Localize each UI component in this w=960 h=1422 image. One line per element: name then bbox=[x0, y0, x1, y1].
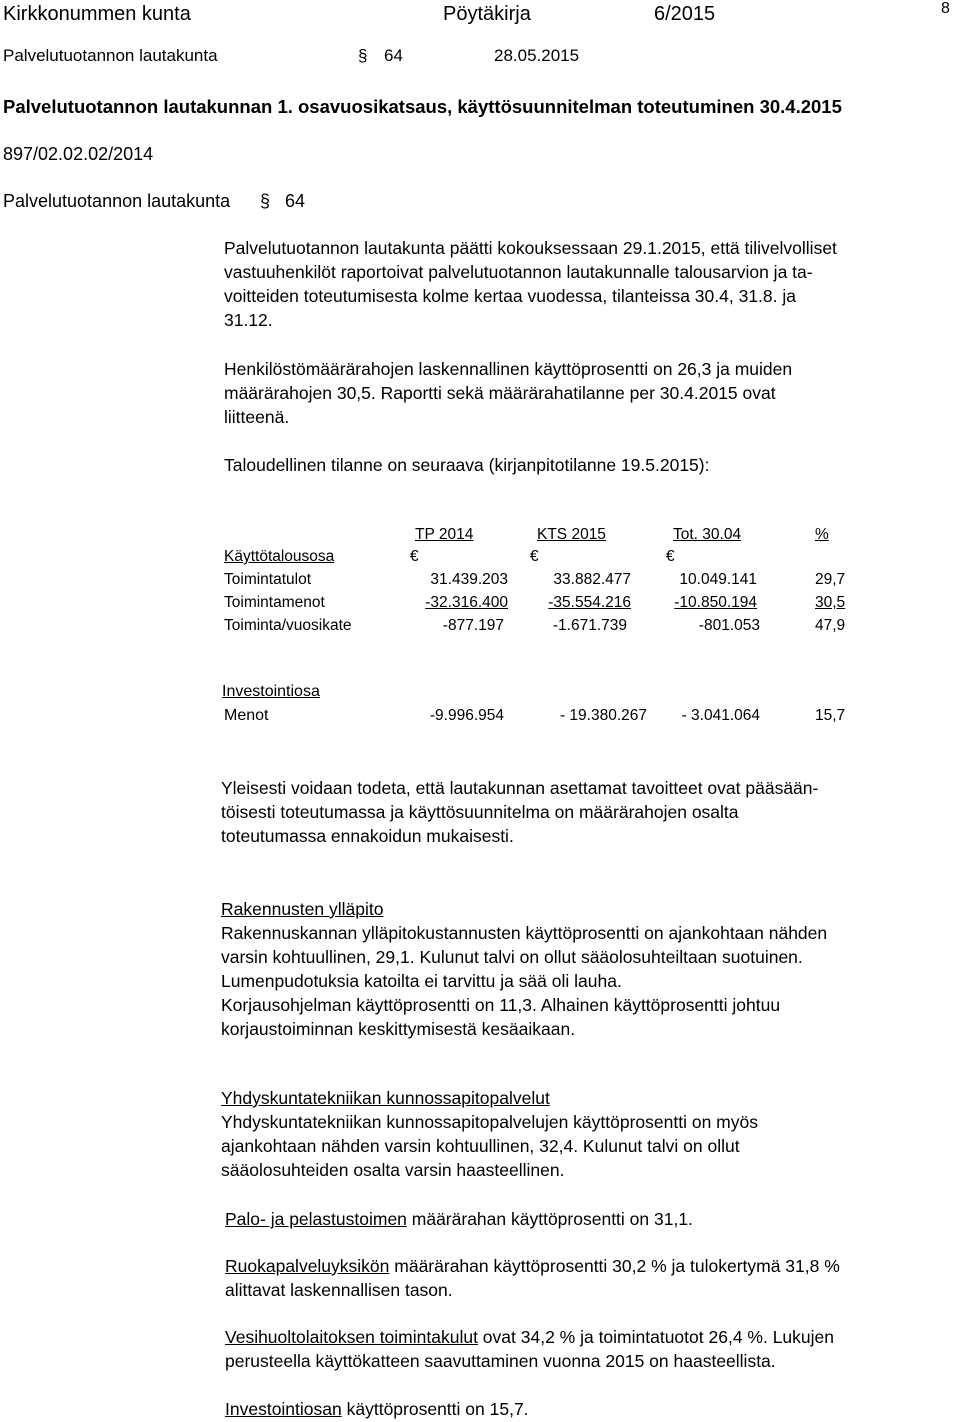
paragraph-summary bbox=[221, 776, 818, 848]
intro-line-4: 31.12. bbox=[224, 310, 273, 330]
header-date: 28.05.2015 bbox=[494, 46, 580, 65]
currency-tot: € bbox=[666, 548, 675, 565]
invest-pct-text: käyttöprosentti on 15,7. bbox=[341, 1399, 529, 1419]
building-heading: Rakennusten ylläpito bbox=[221, 899, 384, 919]
page-title: Palvelutuotannon lautakunnan 1. osavuosikatsaus, käyttösuunnitelman toteutuminen 30.4.2015 bbox=[3, 96, 842, 117]
header-committee: Palvelutuotannon lautakunta bbox=[3, 46, 218, 65]
margin-tp: -877.197 bbox=[442, 617, 504, 634]
food-text: määrärahan käyttöprosentti 30,2 % ja tulokertymä 31,8 % bbox=[389, 1256, 840, 1276]
income-pct: 29,7 bbox=[815, 571, 846, 588]
building-line-2: varsin kohtuullinen, 29,1. Kulunut talvi on ollut sääolosuhteiltaan suotuinen. bbox=[221, 947, 803, 967]
infra-line-3: sääolosuhteiden osalta varsin haasteellinen. bbox=[221, 1160, 565, 1180]
rescue-text: määrärahan käyttöprosentti on 31,1. bbox=[406, 1209, 693, 1229]
municipality-name: Kirkkonummen kunta bbox=[3, 3, 191, 25]
invest-pct-heading: Investointiosan bbox=[225, 1399, 342, 1419]
water-heading: Vesihuoltolaitoksen toimintakulut bbox=[225, 1327, 478, 1347]
rescue-heading: Palo- ja pelastustoimen bbox=[225, 1209, 407, 1229]
section-infrastructure bbox=[221, 1086, 758, 1182]
investment-pct: 15,7 bbox=[815, 707, 846, 724]
margin-pct: 47,9 bbox=[815, 617, 846, 634]
food-heading: Ruokapalveluyksikön bbox=[225, 1256, 390, 1276]
section-symbol: § bbox=[358, 46, 368, 65]
water-line-2: perusteella käyttökatteen saavuttaminen vuonna 2015 on haasteellista. bbox=[225, 1351, 776, 1371]
investment-tp: -9.996.954 bbox=[429, 707, 504, 724]
infra-line-2: ajankohtaan nähden varsin kohtuullinen, 32,4. Kulunut talvi on ollut bbox=[221, 1136, 740, 1156]
document-number: 6/2015 bbox=[654, 3, 716, 25]
food-line-2: alittavat laskennallisen tason. bbox=[225, 1280, 453, 1300]
document-type: Pöytäkirja bbox=[443, 3, 531, 25]
section-rescue bbox=[225, 1207, 693, 1231]
case-number: 897/02.02.02/2014 bbox=[3, 144, 154, 164]
intro-line-2: vastuuhenkilöt raportoivat palvelutuotannon lautakunnalle talousarvion ja ta- bbox=[224, 262, 813, 282]
building-line-5: korjaustoiminnan keskittymisestä kesäaikaan. bbox=[221, 1019, 576, 1039]
section-committee: Palvelutuotannon lautakunta bbox=[3, 191, 231, 211]
row-label-expenses: Toimintamenot bbox=[224, 594, 325, 611]
intro-line-1: Palvelutuotannon lautakunta päätti kokouksessaan 29.1.2015, että tilivelvolliset bbox=[224, 238, 837, 258]
page-number: 8 bbox=[941, 0, 950, 17]
paragraph-intro bbox=[224, 236, 837, 332]
currency-tp: € bbox=[410, 548, 419, 565]
col-header-kts2015: KTS 2015 bbox=[537, 526, 606, 543]
investment-heading: Investointiosa bbox=[222, 683, 320, 700]
expenses-pct: 30,5 bbox=[815, 594, 846, 611]
personnel-line-1: Henkilöstömäärärahojen laskennallinen käyttöprosentti on 26,3 ja muiden bbox=[224, 359, 793, 379]
expenses-tp: -32.316.400 bbox=[425, 594, 508, 611]
summary-line-1: Yleisesti voidaan todeta, että lautakunnan asettamat tavoitteet ovat pääsään- bbox=[221, 778, 819, 798]
building-line-3: Lumenpudotuksia katoilta ei tarvittu ja sää oli lauha. bbox=[221, 971, 622, 991]
expenses-tot: -10.850.194 bbox=[674, 594, 757, 611]
expenses-kts: -35.554.216 bbox=[548, 594, 631, 611]
water-text: ovat 34,2 % ja toimintatuotot 26,4 %. Lukujen bbox=[477, 1327, 834, 1347]
infra-line-1: Yhdyskuntatekniikan kunnossapitopalvelujen käyttöprosentti on myös bbox=[221, 1112, 758, 1132]
row-label-margin: Toiminta/vuosikate bbox=[224, 617, 352, 634]
building-line-1: Rakennuskannan ylläpitokustannusten käyttöprosentti on ajankohtaan nähden bbox=[221, 923, 828, 943]
section-building-maintenance bbox=[221, 897, 827, 1041]
header-section-number: 64 bbox=[384, 46, 403, 65]
investment-label: Menot bbox=[224, 707, 269, 724]
margin-tot: -801.053 bbox=[698, 617, 760, 634]
operating-section-label: Käyttötalousosa bbox=[224, 548, 335, 565]
income-tp: 31.439.203 bbox=[430, 571, 508, 588]
summary-line-3: toteutumassa ennakoidun mukaisesti. bbox=[221, 826, 514, 846]
building-line-4: Korjausohjelman käyttöprosentti on 11,3. Alhainen käyttöprosentti johtuu bbox=[221, 995, 781, 1015]
income-tot: 10.049.141 bbox=[679, 571, 757, 588]
investment-tot: - 3.041.064 bbox=[681, 707, 760, 724]
investment-kts: - 19.380.267 bbox=[559, 707, 647, 724]
col-header-tp2014: TP 2014 bbox=[415, 526, 474, 543]
margin-kts: -1.671.739 bbox=[552, 617, 627, 634]
section-number: 64 bbox=[285, 191, 306, 211]
col-header-tot: Tot. 30.04 bbox=[673, 526, 742, 543]
paragraph-financial-status: Taloudellinen tilanne on seuraava (kirjanpitotilanne 19.5.2015): bbox=[224, 455, 710, 475]
personnel-line-2: määrärahojen 30,5. Raportti sekä määrärahatilanne per 30.4.2015 ovat bbox=[224, 383, 776, 403]
row-label-income: Toimintatulot bbox=[224, 571, 312, 588]
income-kts: 33.882.477 bbox=[553, 571, 631, 588]
section-investment-pct bbox=[225, 1397, 529, 1421]
summary-line-2: töisesti toteutumassa ja käyttösuunnitelma on määrärahojen osalta bbox=[221, 802, 739, 822]
infra-heading: Yhdyskuntatekniikan kunnossapitopalvelut bbox=[221, 1088, 550, 1108]
section-symbol-2: § bbox=[260, 191, 271, 211]
personnel-line-3: liitteenä. bbox=[224, 407, 290, 427]
section-water-utility bbox=[225, 1325, 834, 1373]
section-food-services bbox=[225, 1254, 840, 1302]
paragraph-personnel bbox=[224, 357, 792, 429]
col-header-pct: % bbox=[815, 526, 829, 543]
currency-kts: € bbox=[530, 548, 539, 565]
intro-line-3: voitteiden toteutumisesta kolme kertaa vuodessa, tilanteissa 30.4, 31.8. ja bbox=[224, 286, 796, 306]
